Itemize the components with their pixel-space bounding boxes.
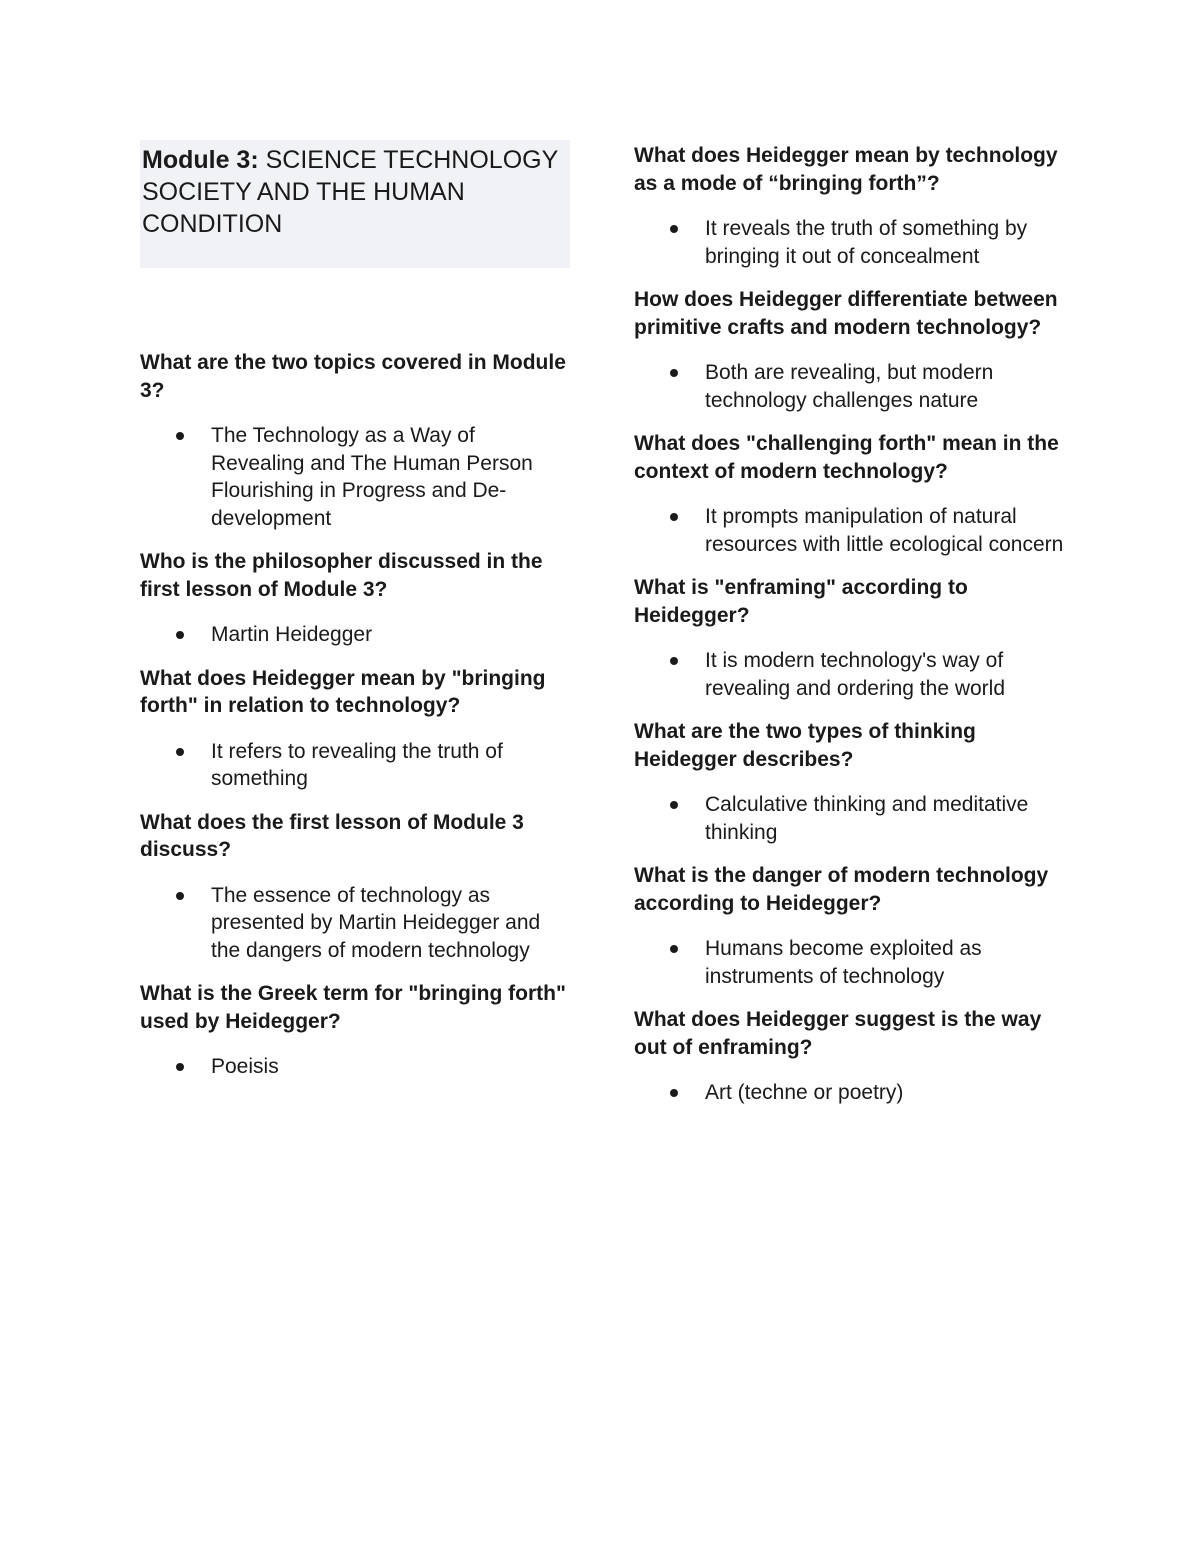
- question: What are the two topics covered in Module 3?: [140, 351, 566, 402]
- answer-list: [140, 738, 570, 793]
- qa-item: [140, 665, 570, 793]
- answer-text: It is modern technology's way of revealing and ordering the world: [705, 649, 1006, 700]
- answer-text: Calculative thinking and meditative thinking: [705, 793, 1029, 844]
- question: What does Heidegger mean by technology as a mode of “bringing forth”?: [634, 144, 1058, 195]
- answer: [634, 935, 1074, 990]
- qa-item: [634, 718, 1074, 846]
- answer-list: [634, 791, 1074, 846]
- question: What does Heidegger suggest is the way out of enframing?: [634, 1008, 1042, 1059]
- answer-list: [634, 1079, 1074, 1107]
- answer-list: [140, 882, 570, 965]
- qa-item: [634, 862, 1074, 990]
- qa-item: [634, 574, 1074, 702]
- answer-text: Humans become exploited as instruments of technology: [705, 937, 982, 988]
- answer-text: It reveals the truth of something by bringing it out of concealment: [705, 217, 1028, 268]
- answer-text: Art (techne or poetry): [705, 1081, 904, 1104]
- question: What is the Greek term for "bringing forth" used by Heidegger?: [140, 982, 566, 1033]
- question: Who is the philosopher discussed in the first lesson of Module 3?: [140, 550, 543, 601]
- left-column: [140, 140, 570, 1097]
- page-title: [142, 144, 568, 240]
- question: What is the danger of modern technology according to Heidegger?: [634, 864, 1049, 915]
- bullet-icon: [670, 945, 678, 953]
- answer: [634, 791, 1074, 846]
- answer: [634, 503, 1074, 558]
- question: What does Heidegger mean by "bringing forth" in relation to technology?: [140, 666, 546, 717]
- bullet-icon: [670, 225, 678, 233]
- answer-list: [634, 359, 1074, 414]
- qa-item: [634, 142, 1074, 270]
- title-prefix: Module 3:: [142, 146, 259, 174]
- answer-text: Martin Heidegger: [211, 623, 373, 646]
- answer-list: [140, 422, 570, 532]
- answer-list: [634, 503, 1074, 558]
- answer: [140, 422, 570, 532]
- bullet-icon: [176, 432, 184, 440]
- bullet-icon: [670, 369, 678, 377]
- answer-text: The Technology as a Way of Revealing and The Human Person Flourishing in Progress and De-development: [211, 424, 533, 530]
- answer-list: [634, 647, 1074, 702]
- qa-item: [140, 980, 570, 1081]
- bullet-icon: [176, 631, 184, 639]
- answer-text: It prompts manipulation of natural resources with little ecological concern: [705, 505, 1064, 556]
- answer-list: [634, 935, 1074, 990]
- left-qa-list: [140, 349, 570, 1081]
- answer: [140, 738, 570, 793]
- bullet-icon: [670, 801, 678, 809]
- answer: [634, 359, 1074, 414]
- answer-text: The essence of technology as presented by Martin Heidegger and the dangers of modern technology: [211, 883, 541, 962]
- title-rest: SCIENCE TECHNOLOGY SOCIETY AND THE HUMAN CONDITION: [142, 146, 558, 238]
- answer-list: [140, 1053, 570, 1081]
- qa-item: [140, 548, 570, 649]
- question: What is "enframing" according to Heidegger?: [634, 576, 968, 627]
- bullet-icon: [670, 657, 678, 665]
- answer: [140, 882, 570, 965]
- question: What does the first lesson of Module 3 discuss?: [140, 810, 524, 861]
- answer: [140, 621, 570, 649]
- answer-list: [634, 215, 1074, 270]
- bullet-icon: [176, 748, 184, 756]
- question: How does Heidegger differentiate between primitive crafts and modern technology?: [634, 288, 1058, 339]
- question: What does "challenging forth" mean in the context of modern technology?: [634, 432, 1059, 483]
- qa-item: [140, 349, 570, 532]
- bullet-icon: [176, 1063, 184, 1071]
- answer-text: Poeisis: [211, 1055, 279, 1078]
- qa-item: [140, 809, 570, 965]
- answer-text: It refers to revealing the truth of something: [211, 739, 503, 790]
- answer: [634, 647, 1074, 702]
- answer: [634, 1079, 1074, 1107]
- answer-list: [140, 621, 570, 649]
- qa-item: [634, 286, 1074, 414]
- bullet-icon: [670, 1089, 678, 1097]
- qa-item: [634, 1006, 1074, 1107]
- answer-text: Both are revealing, but modern technology challenges nature: [705, 361, 994, 412]
- answer: [634, 215, 1074, 270]
- question: What are the two types of thinking Heidegger describes?: [634, 720, 976, 771]
- bullet-icon: [176, 892, 184, 900]
- right-column: [634, 142, 1074, 1123]
- qa-item: [634, 430, 1074, 558]
- title-box: [140, 140, 570, 268]
- answer: [140, 1053, 570, 1081]
- bullet-icon: [670, 513, 678, 521]
